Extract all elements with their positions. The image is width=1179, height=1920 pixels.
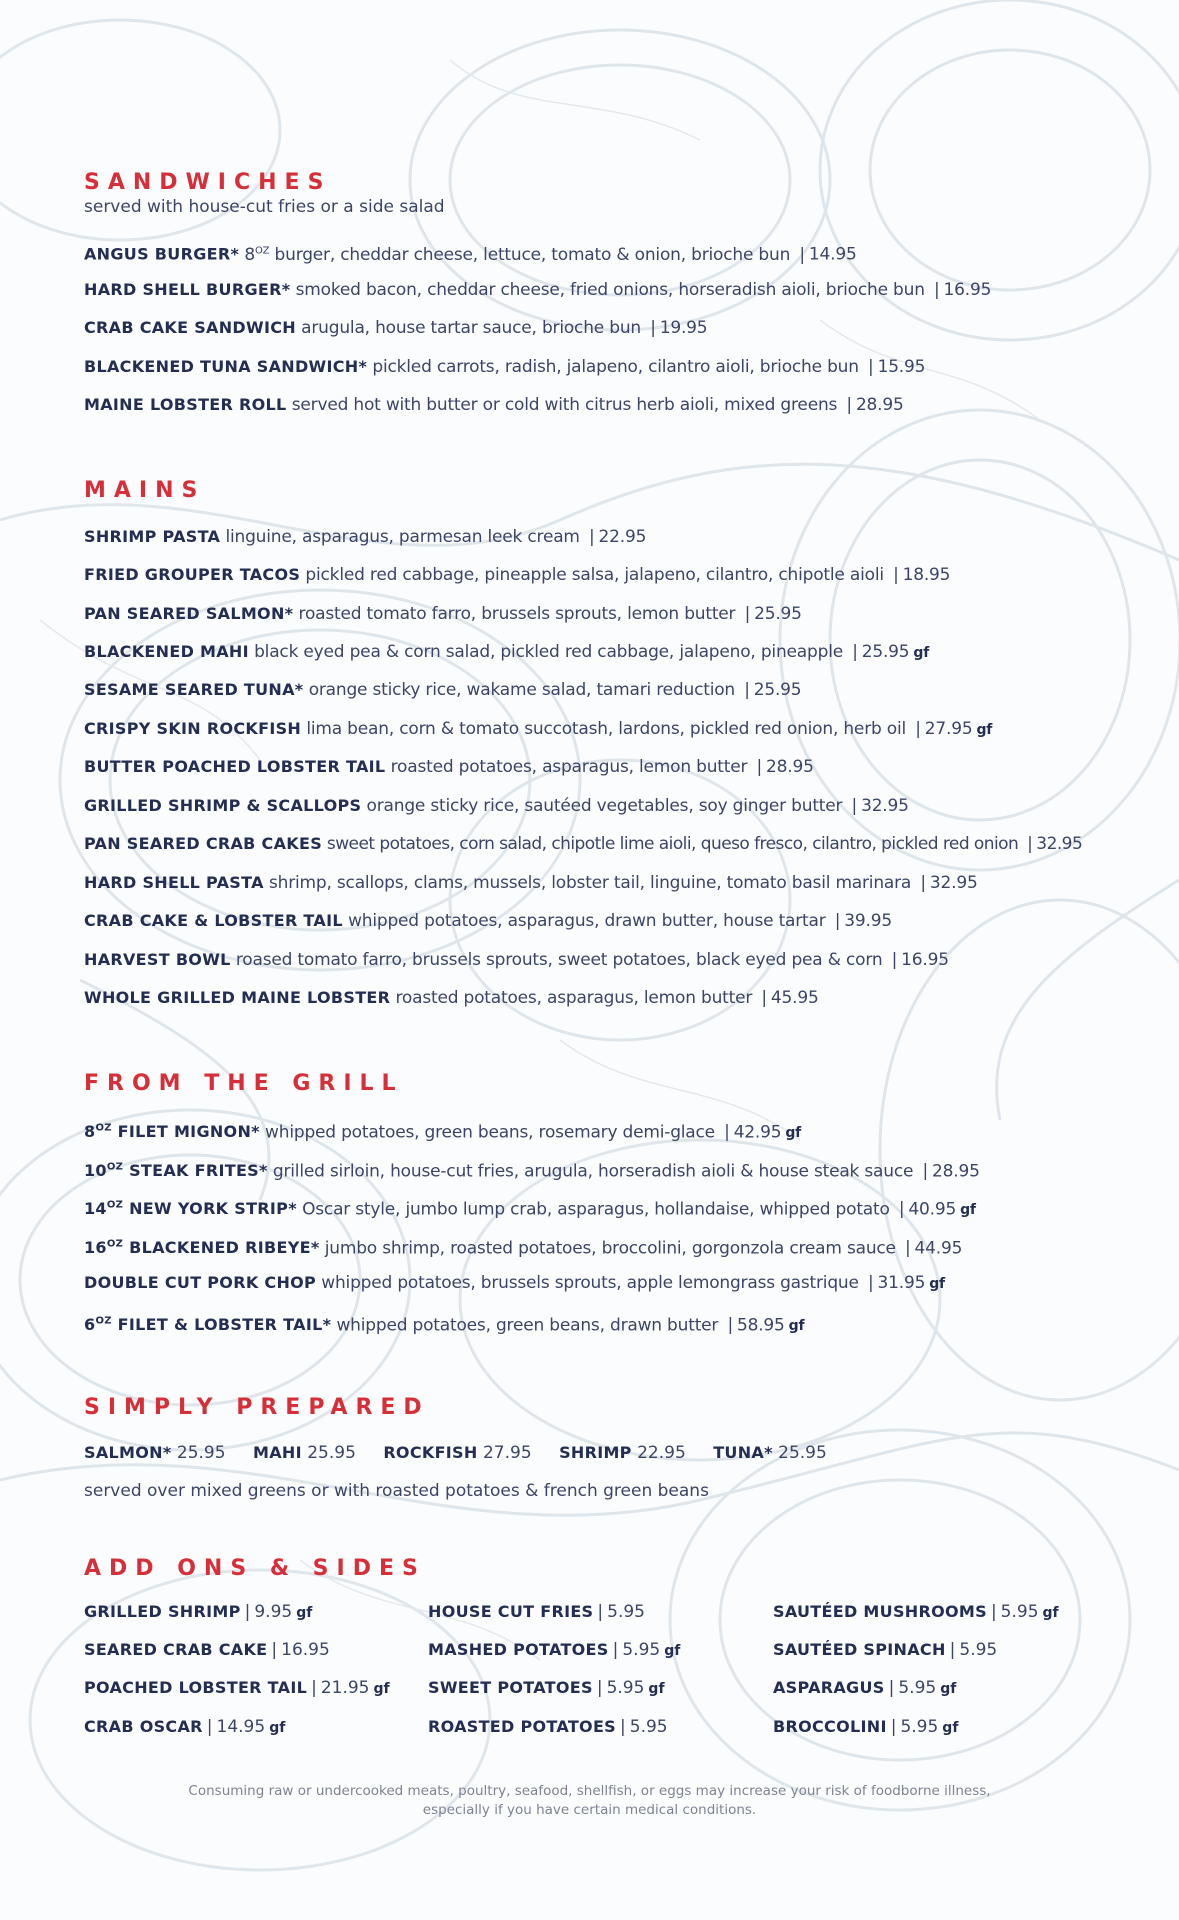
item-name: MAINE LOBSTER ROLL <box>84 395 287 414</box>
item-price: 16.95 <box>943 280 992 300</box>
oz-label: OZ <box>255 245 270 256</box>
menu-item: $16^{OZ}$ BLACKENED RIBEYE* jumbo shrimp, roasted potatoes, broccolini, gorgonzola cream sauce | 44.95 <box>84 1238 963 1259</box>
item-name: CRISPY SKIN ROCKFISH <box>84 719 302 738</box>
menu-item: CRAB CAKE & LOBSTER TAIL whipped potatoes, asparagus, drawn butter, house tartar | 39.95 <box>84 911 892 931</box>
item-name: BUTTER POACHED LOBSTER TAIL <box>84 757 386 776</box>
item-description: shrimp, scallops, clams, mussels, lobster tail, linguine, tomato basil marinara <box>269 873 912 893</box>
item-description: roasted potatoes, asparagus, lemon butter <box>390 757 748 777</box>
menu-item: HARVEST BOWL roased tomato farro, brussels sprouts, sweet potatoes, black eyed pea & corn | 16.95 <box>84 950 949 970</box>
item-price: 15.95 <box>877 357 926 377</box>
sandwiches-subtitle: served with house-cut fries or a side salad <box>84 197 445 217</box>
item-price: 25.95 <box>861 642 910 662</box>
oz-label: OZ <box>95 1316 112 1327</box>
side-item: ASPARAGUS | 5.95 gf <box>773 1678 957 1698</box>
item-name: SAUTÉED SPINACH <box>773 1640 946 1659</box>
side-item: POACHED LOBSTER TAIL | 21.95 gf <box>84 1678 390 1698</box>
item-name: POACHED LOBSTER TAIL <box>84 1678 308 1697</box>
item-name: TUNA* <box>713 1443 773 1462</box>
menu-item: CRISPY SKIN ROCKFISH lima bean, corn & tomato succotash, lardons, pickled red onion, herb oil | 27.95 gf <box>84 719 993 739</box>
sandwiches-heading: SANDWICHES <box>84 170 332 195</box>
sides-heading: ADD ONS & SIDES <box>84 1556 426 1581</box>
item-description: sweet potatoes, corn salad, chipotle lime aioli, queso fresco, cilantro, pickled red onion <box>326 834 1019 854</box>
gluten-free-badge: gf <box>940 1681 957 1697</box>
gluten-free-badge: gf <box>788 1318 805 1335</box>
simply-item <box>383 1443 531 1463</box>
menu-item: SESAME SEARED TUNA* orange sticky rice, wakame salad, tamari reduction | 25.95 <box>84 680 802 700</box>
side-item: SAUTÉED MUSHROOMS | 5.95 gf <box>773 1602 1059 1622</box>
oz-label: OZ <box>106 1239 124 1250</box>
item-name: ASPARAGUS <box>773 1678 885 1697</box>
item-name: HARD SHELL BURGER* <box>84 280 291 299</box>
item-price: 40.95 <box>908 1199 957 1220</box>
oz-value: 10 <box>84 1161 107 1181</box>
item-price: 18.95 <box>902 565 951 585</box>
mains-heading: MAINS <box>84 478 206 503</box>
side-item: BROCCOLINI | 5.95 gf <box>773 1717 959 1737</box>
disclaimer-line-2: especially if you have certain medical conditions. <box>422 1802 757 1818</box>
simply-item <box>713 1443 827 1463</box>
side-item: ROASTED POTATOES | 5.95 <box>428 1717 668 1737</box>
item-name: FILET & LOBSTER TAIL* <box>117 1315 332 1335</box>
item-description: whipped potatoes, green beans, rosemary demi-glace <box>265 1122 715 1143</box>
item-description: arugula, house tartar sauce, brioche bun <box>301 318 641 338</box>
menu-item: ANGUS BURGER* $8^{OZ}$ burger, cheddar cheese, lettuce, tomato & onion, brioche bun | 14.95 <box>84 244 857 265</box>
item-name: CRAB OSCAR <box>84 1717 203 1736</box>
gluten-free-badge: gf <box>785 1125 802 1142</box>
item-name: HARVEST BOWL <box>84 950 231 969</box>
item-name: FILET MIGNON* <box>117 1122 260 1142</box>
item-price: 25.95 <box>176 1443 226 1463</box>
item-name: FRIED GROUPER TACOS <box>84 565 301 584</box>
gluten-free-badge: gf <box>976 722 993 738</box>
item-price: 25.95 <box>778 1443 827 1463</box>
item-name: BROCCOLINI <box>773 1717 887 1736</box>
oz-value: 8 <box>84 1122 96 1142</box>
gluten-free-badge: gf <box>929 1276 945 1292</box>
side-item: SAUTÉED SPINACH | 5.95 <box>773 1640 998 1660</box>
grill-heading: FROM THE GRILL <box>84 1071 404 1096</box>
menu-item: HARD SHELL PASTA shrimp, scallops, clams, mussels, lobster tail, linguine, tomato basil marinara | 32.95 <box>84 873 978 893</box>
menu-item: WHOLE GRILLED MAINE LOBSTER roasted potatoes, asparagus, lemon butter | 45.95 <box>84 988 819 1008</box>
item-description: orange sticky rice, wakame salad, tamari reduction <box>308 680 735 700</box>
item-price: 58.95 <box>736 1315 785 1336</box>
oz-value: 14 <box>84 1199 107 1219</box>
item-description: roasted tomato farro, brussels sprouts, lemon butter <box>298 604 736 624</box>
item-price: 27.95 <box>482 1443 532 1463</box>
oz-label: OZ <box>106 1200 124 1211</box>
item-price: 22.95 <box>637 1443 686 1463</box>
menu-item: SHRIMP PASTA linguine, asparagus, parmesan leek cream | 22.95 <box>84 527 647 547</box>
item-name: CRAB CAKE & LOBSTER TAIL <box>84 911 343 930</box>
oz-value: 6 <box>84 1315 96 1335</box>
item-price: 28.95 <box>932 1161 980 1182</box>
item-description: whipped potatoes, asparagus, drawn butter, house tartar <box>348 911 826 931</box>
item-name: SESAME SEARED TUNA* <box>84 680 304 699</box>
item-name: SWEET POTATOES <box>428 1678 593 1697</box>
item-price: 21.95 <box>320 1678 370 1698</box>
item-description: roasted potatoes, asparagus, lemon butter <box>395 988 753 1008</box>
menu-item: FRIED GROUPER TACOS pickled red cabbage, pineapple salsa, jalapeno, cilantro, chipotle aioli | 18.95 <box>84 565 951 585</box>
item-price: 14.95 <box>808 244 857 265</box>
menu-item: $8^{OZ}$ FILET MIGNON* whipped potatoes, green beans, rosemary demi-glace | 42.95 gf <box>84 1122 802 1143</box>
item-price: 19.95 <box>659 318 708 338</box>
side-item: SEARED CRAB CAKE | 16.95 <box>84 1640 330 1660</box>
simply-item <box>253 1443 356 1463</box>
item-price: 32.95 <box>929 873 978 893</box>
item-price: 32.95 <box>861 796 909 816</box>
gluten-free-badge: gf <box>960 1202 976 1219</box>
item-name: BLACKENED TUNA SANDWICH* <box>84 357 368 376</box>
item-description: Oscar style, jumbo lump crab, asparagus, hollandaise, whipped potato <box>302 1199 890 1220</box>
simply-item <box>559 1443 686 1463</box>
gluten-free-badge: gf <box>296 1605 313 1621</box>
side-item: HOUSE CUT FRIES | 5.95 <box>428 1602 645 1622</box>
menu-item: $6^{OZ}$ FILET & LOBSTER TAIL* whipped potatoes, green beans, drawn butter | 58.95 gf <box>84 1315 805 1336</box>
item-description: whipped potatoes, green beans, drawn butter <box>336 1315 719 1336</box>
item-description: linguine, asparagus, parmesan leek cream <box>225 527 580 547</box>
item-name: ROCKFISH <box>383 1443 478 1462</box>
item-price: 31.95 <box>877 1273 926 1293</box>
item-price: 28.95 <box>766 757 814 777</box>
item-price: 5.95 <box>606 1678 645 1698</box>
menu-item: PAN SEARED CRAB CAKES sweet potatoes, corn salad, chipotle lime aioli, queso fresco, cilantro, pickled red onion | 32.95 <box>84 834 1083 854</box>
item-price: 25.95 <box>753 680 802 700</box>
item-price: 42.95 <box>733 1122 782 1143</box>
item-price: 16.95 <box>281 1640 330 1660</box>
item-price: 16.95 <box>901 950 949 970</box>
oz-value: 8 <box>244 244 255 265</box>
disclaimer-line-1: Consuming raw or undercooked meats, poultry, seafood, shellfish, or eggs may increase your risk of foodborne illness, <box>188 1783 991 1799</box>
item-name: SEARED CRAB CAKE <box>84 1640 268 1659</box>
side-item: CRAB OSCAR | 14.95 gf <box>84 1717 286 1737</box>
menu-item: $14^{OZ}$ NEW YORK STRIP* Oscar style, jumbo lump crab, asparagus, hollandaise, whipped potato | 40.95 gf <box>84 1199 976 1220</box>
gluten-free-badge: gf <box>269 1720 286 1736</box>
oz-label: OZ <box>106 1162 124 1173</box>
gluten-free-badge: gf <box>648 1681 665 1697</box>
oz-label: OZ <box>95 1123 112 1134</box>
item-price: 22.95 <box>598 527 647 547</box>
item-description: roased tomato farro, brussels sprouts, sweet potatoes, black eyed pea & corn <box>235 950 883 970</box>
item-price: 5.95 <box>622 1640 661 1660</box>
item-name: DOUBLE CUT PORK CHOP <box>84 1273 317 1292</box>
item-name: GRILLED SHRIMP & SCALLOPS <box>84 796 362 815</box>
item-name: PAN SEARED SALMON* <box>84 604 294 623</box>
item-name: BLACKENED MAHI <box>84 642 249 661</box>
gluten-free-badge: gf <box>373 1681 390 1697</box>
item-price: 45.95 <box>770 988 819 1008</box>
item-price: 5.95 <box>959 1640 998 1660</box>
item-description: pickled red cabbage, pineapple salsa, jalapeno, cilantro, chipotle aioli <box>305 565 884 585</box>
item-description: black eyed pea & corn salad, pickled red cabbage, jalapeno, pineapple <box>254 642 843 662</box>
item-price: 25.95 <box>754 604 802 624</box>
menu-item: BLACKENED MAHI black eyed pea & corn salad, pickled red cabbage, jalapeno, pineapple | 25.95 gf <box>84 642 930 662</box>
item-name: SALMON* <box>84 1443 172 1462</box>
side-item: SWEET POTATOES | 5.95 gf <box>428 1678 665 1698</box>
item-description: jumbo shrimp, roasted potatoes, broccolini, gorgonzola cream sauce <box>324 1238 896 1259</box>
oz-value: 16 <box>84 1238 107 1258</box>
item-name: ROASTED POTATOES <box>428 1717 617 1736</box>
item-name: BLACKENED RIBEYE* <box>129 1238 320 1258</box>
menu-item: BUTTER POACHED LOBSTER TAIL roasted potatoes, asparagus, lemon butter | 28.95 <box>84 757 814 777</box>
simply-prepared-list <box>84 1443 849 1463</box>
item-description: served hot with butter or cold with citrus herb aioli, mixed greens <box>291 395 838 415</box>
item-price: 5.95 <box>898 1678 937 1698</box>
item-name: PAN SEARED CRAB CAKES <box>84 834 323 853</box>
item-name: SHRIMP <box>559 1443 632 1462</box>
menu-item: HARD SHELL BURGER* smoked bacon, cheddar cheese, fried onions, horseradish aioli, brioche bun | 16.95 <box>84 280 992 300</box>
item-name: GRILLED SHRIMP <box>84 1602 241 1621</box>
item-price: 14.95 <box>216 1717 266 1737</box>
item-name: HARD SHELL PASTA <box>84 873 264 892</box>
item-name: WHOLE GRILLED MAINE LOBSTER <box>84 988 391 1007</box>
item-name: HOUSE CUT FRIES <box>428 1602 594 1621</box>
item-price: 5.95 <box>1000 1602 1039 1622</box>
item-description: pickled carrots, radish, jalapeno, cilantro aioli, brioche bun <box>372 357 859 377</box>
item-name: SHRIMP PASTA <box>84 527 221 546</box>
side-item: GRILLED SHRIMP | 9.95 gf <box>84 1602 313 1622</box>
item-description: burger, cheddar cheese, lettuce, tomato & onion, brioche bun <box>274 244 791 265</box>
menu-item: DOUBLE CUT PORK CHOP whipped potatoes, brussels sprouts, apple lemongrass gastrique | 31.95 gf <box>84 1273 945 1293</box>
side-item: MASHED POTATOES | 5.95 gf <box>428 1640 681 1660</box>
item-price: 27.95 <box>924 719 973 739</box>
item-price: 32.95 <box>1036 834 1083 854</box>
menu-item: CRAB CAKE SANDWICH arugula, house tartar sauce, brioche bun | 19.95 <box>84 318 708 338</box>
item-price: 28.95 <box>855 395 904 415</box>
item-name: ANGUS BURGER* <box>84 244 240 264</box>
food-safety-disclaimer <box>0 1782 1179 1820</box>
item-description: smoked bacon, cheddar cheese, fried onions, horseradish aioli, brioche bun <box>295 280 925 300</box>
item-price: 39.95 <box>844 911 892 931</box>
item-price: 5.95 <box>900 1717 939 1737</box>
item-name: CRAB CAKE SANDWICH <box>84 318 296 337</box>
gluten-free-badge: gf <box>1042 1605 1059 1621</box>
gluten-free-badge: gf <box>913 645 930 661</box>
item-price: 5.95 <box>607 1602 645 1622</box>
item-description: whipped potatoes, brussels sprouts, apple lemongrass gastrique <box>321 1273 859 1293</box>
menu-item: GRILLED SHRIMP & SCALLOPS orange sticky rice, sautéed vegetables, soy ginger butter | 32.95 <box>84 796 909 816</box>
item-name: STEAK FRITES* <box>129 1161 268 1181</box>
item-name: MAHI <box>252 1443 302 1462</box>
item-price: 44.95 <box>914 1238 963 1259</box>
item-name: SAUTÉED MUSHROOMS <box>773 1602 987 1621</box>
gluten-free-badge: gf <box>664 1643 681 1659</box>
menu-item: MAINE LOBSTER ROLL served hot with butter or cold with citrus herb aioli, mixed greens | 28.95 <box>84 395 904 415</box>
gluten-free-badge: gf <box>942 1720 959 1736</box>
item-name: MASHED POTATOES <box>428 1640 609 1659</box>
menu-item: PAN SEARED SALMON* roasted tomato farro, brussels sprouts, lemon butter | 25.95 <box>84 604 802 624</box>
simply-prepared-note: served over mixed greens or with roasted potatoes & french green beans <box>84 1481 709 1501</box>
item-description: grilled sirloin, house-cut fries, arugula, horseradish aioli & house steak sauce <box>272 1161 914 1182</box>
item-description: lima bean, corn & tomato succotash, lardons, pickled red onion, herb oil <box>306 719 907 739</box>
simply-prepared-heading: SIMPLY PREPARED <box>84 1395 430 1420</box>
simply-item <box>84 1443 226 1463</box>
item-name: NEW YORK STRIP* <box>129 1199 297 1219</box>
item-price: 25.95 <box>307 1443 356 1463</box>
menu-item: BLACKENED TUNA SANDWICH* pickled carrots, radish, jalapeno, cilantro aioli, brioche bun | 15.95 <box>84 357 926 377</box>
item-price: 5.95 <box>629 1717 668 1737</box>
item-description: orange sticky rice, sautéed vegetables, soy ginger butter <box>366 796 843 816</box>
menu-item: $10^{OZ}$ STEAK FRITES* grilled sirloin, house-cut fries, arugula, horseradish aioli & house steak sauce | 28.95 <box>84 1161 980 1182</box>
item-price: 9.95 <box>254 1602 293 1622</box>
